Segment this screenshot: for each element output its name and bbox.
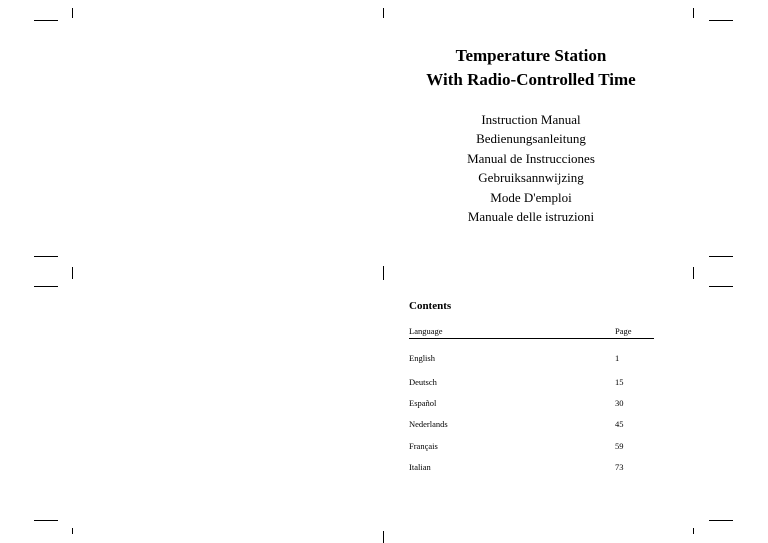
title-block [380, 44, 682, 226]
manual-title-german: Bedienungsanleitung [476, 131, 586, 147]
row-language: Español [409, 398, 437, 408]
crop-mark [34, 20, 58, 21]
product-title-line-1: Temperature Station [455, 46, 607, 65]
manual-title-italian: Manuale delle istruzioni [467, 209, 595, 225]
contents-table [409, 299, 654, 473]
manual-title-french: Mode D'emploi [490, 189, 572, 205]
row-page: 1 [615, 353, 620, 363]
crop-mark [709, 20, 733, 21]
row-page: 30 [615, 398, 624, 408]
crop-mark [383, 266, 384, 280]
row-language: Français [409, 441, 438, 451]
row-language: Deutsch [409, 377, 437, 387]
crop-mark [693, 8, 694, 18]
table-row [409, 462, 654, 473]
crop-mark [693, 267, 694, 279]
row-page: 45 [615, 419, 624, 429]
crop-mark [693, 528, 694, 534]
crop-mark [34, 520, 58, 521]
column-header-language: Language [409, 326, 443, 336]
crop-mark [383, 531, 384, 543]
manual-title-dutch: Gebruiksannwijzing [478, 170, 584, 186]
table-row [409, 441, 654, 452]
crop-mark [72, 528, 73, 534]
row-page: 59 [615, 441, 624, 451]
table-row [409, 377, 654, 388]
product-title-line-2: With Radio-Controlled Time [426, 70, 636, 89]
crop-mark [709, 286, 733, 287]
crop-mark [34, 256, 58, 257]
row-page: 15 [615, 377, 624, 387]
crop-mark [709, 256, 733, 257]
crop-mark [383, 8, 384, 18]
column-header-page: Page [615, 326, 632, 336]
crop-mark [72, 267, 73, 279]
contents-heading: Contents [409, 300, 452, 312]
crop-mark [34, 286, 58, 287]
crop-mark [72, 8, 73, 18]
row-language: Nederlands [409, 419, 448, 429]
row-language: Italian [409, 462, 431, 472]
row-language: English [409, 353, 435, 363]
row-page: 73 [615, 462, 624, 472]
crop-mark [709, 520, 733, 521]
manual-title-spanish: Manual de Instrucciones [467, 150, 595, 166]
manual-title-english: Instruction Manual [481, 112, 581, 127]
table-row [409, 419, 654, 430]
table-row [409, 353, 654, 364]
manual-title-list [380, 110, 682, 226]
table-row [409, 398, 654, 409]
contents-header-row [409, 324, 654, 339]
